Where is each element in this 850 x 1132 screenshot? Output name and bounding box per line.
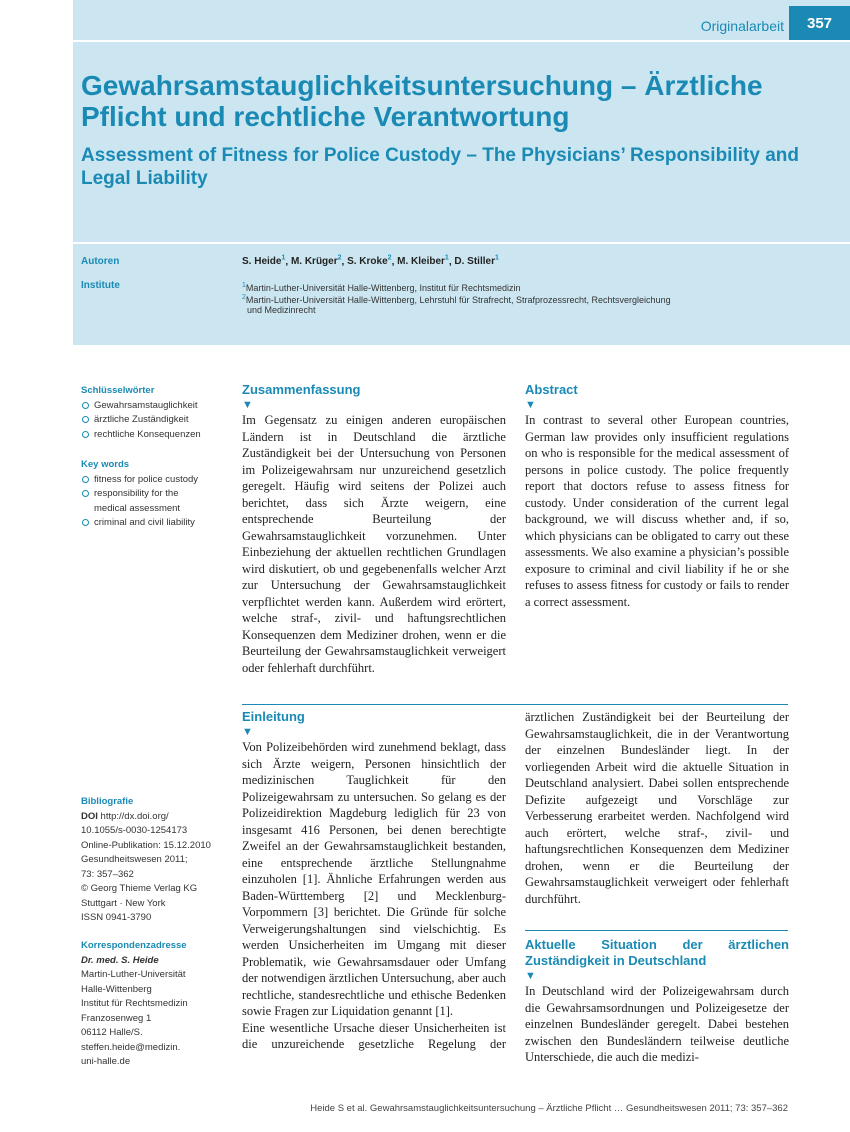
keywords-en <box>81 458 211 531</box>
abstract-english-heading: Abstract <box>525 382 578 397</box>
bullet-icon <box>82 490 89 497</box>
title-english: Assessment of Fitness for Police Custody – The Physicians’ Responsibility and Legal Liability <box>81 145 799 189</box>
correspondence <box>81 939 231 1070</box>
top-divider <box>73 40 850 42</box>
bibliography-heading: Bibliografie <box>81 796 134 807</box>
keyword-item: fitness for police custody <box>81 473 211 488</box>
keyword-item: ärztliche Zuständigkeit <box>81 413 231 428</box>
bib-line: © Georg Thieme Verlag KG <box>81 883 198 894</box>
section-current-situation <box>525 937 789 1066</box>
intro-heading: Einleitung <box>242 709 305 724</box>
bib-line: 73: 357–362 <box>81 868 134 880</box>
corr-line: uni-halle.de <box>81 1056 131 1067</box>
abstract-german-heading: Zusammenfassung <box>242 382 361 397</box>
keywords-de-heading: Schlüsselwörter <box>81 385 155 396</box>
corr-line: Halle-Wittenberg <box>81 983 152 995</box>
correspondence-heading: Korrespondenzadresse <box>81 940 187 951</box>
corr-line: Martin-Luther-Universität <box>81 969 186 980</box>
bullet-icon <box>82 476 89 483</box>
bibliography <box>81 795 231 926</box>
corr-line: steffen.heide@medizin. <box>81 1041 181 1053</box>
abstract-english-text: In contrast to several other European countries, German law provides only insufficient regulations on who is responsible for the medical assessment of persons in police custody. The police frequently report that doctors refuse to assess fitness for custody. Under consideration of the current legal background, we will discuss whether and, if so, which physicians can be obligated to carry out these assessments. We also examine a physician’s possible exposure to criminal and civil liability if he or she refuses to assess fitness for custody or fails to render a correct assessment. <box>525 413 789 609</box>
bib-line: 10.1055/s-0030-1254173 <box>81 825 188 836</box>
abstract-german-text: Im Gegensatz zu einigen anderen europäischen Ländern ist in Deutschland die ärztliche Zuständigkeit bei der Untersuchung von Personen im Polizeigewahrsam nur unzureichend gesetzlich geregelt. Häufig wird seitens der Polizei auch berichtet, dass sich Ärzte weigern, eine entsprechende Beurteilung der Gewahrsamstauglichkeit vorzunehmen. Unter Einbeziehung der aktuellen rechtlichen Grundlagen wird diskutiert, ob und gegebenenfalls welcher Arzt zur Untersuchung der Gewahrsamstauglichkeit verpflichtet werden kann. Außerdem wird erörtert, welche straf-, zivil- und haftungsrechtlichen Konsequenzen dem Mediziner drohen, wenn er die Beurteilung der Gewahrsamstauglichkeit verweigert oder fehlerhaft durchführt. <box>242 413 506 675</box>
bullet-icon <box>82 416 89 423</box>
authors-label: Autoren <box>81 256 120 267</box>
doi-line: DOI http://dx.doi.org/ <box>81 810 169 822</box>
triangle-marker-icon: ▼ <box>525 399 536 411</box>
intro-paragraph: Eine wesentliche Ursache dieser Unsicherheiten ist die unzureichende gesetzliche Regelung der <box>242 1020 506 1051</box>
keyword-item: responsibility for the medical assessment <box>81 487 211 516</box>
intro-continued <box>525 709 789 907</box>
page-number: 357 <box>789 6 850 40</box>
bullet-icon <box>82 402 89 409</box>
section-paragraph: In Deutschland wird der Polizeigewahrsam durch die Gewahrsamsordnungen und Polizeigesetze der einzelnen Bundesländer geregelt. Dabei bestehen zwischen den Bundesländern teilweise deutliche Unterschiede, die auch die medizi- <box>525 984 789 1064</box>
bib-line: Gesundheitswesen 2011; <box>81 854 188 865</box>
page-footer: Heide S et al. Gewahrsamstauglichkeitsuntersuchung – Ärztliche Pflicht … Gesundheitswesen 2011; 73: 357–362 <box>310 1103 788 1114</box>
keyword-item: rechtliche Konsequenzen <box>81 428 231 443</box>
institutes-label: Institute <box>81 280 120 291</box>
bib-line: ISSN 0941-3790 <box>81 912 152 923</box>
title-german: Gewahrsamstauglichkeitsuntersuchung – Ärztliche Pflicht und rechtliche Verantwortung <box>81 70 763 132</box>
author: S. Heide$^1$ <box>242 255 286 268</box>
keywords-en-heading: Key words <box>81 459 130 470</box>
section-label: Originalarbeit <box>700 18 784 34</box>
corr-line: Franzosenweg 1 <box>81 1012 152 1024</box>
author: M. Kleiber$^1$ <box>397 255 449 268</box>
corr-line: Institut für Rechtsmedizin <box>81 998 188 1009</box>
institute-line: und Medizinrecht <box>247 305 316 315</box>
institute-line: $^2$Martin-Luther-Universität Halle-Wittenberg, Lehrstuhl für Strafrecht, Strafprozessrecht, Rechtsvergleichung <box>242 294 671 305</box>
bullet-icon <box>82 519 89 526</box>
bib-line: Stuttgart · New York <box>81 897 166 909</box>
triangle-marker-icon: ▼ <box>525 970 536 982</box>
triangle-marker-icon: ▼ <box>242 726 253 738</box>
section-rule <box>242 704 788 705</box>
bib-line: Online-Publikation: 15.12.2010 <box>81 839 211 851</box>
keyword-item: Gewahrsamstauglichkeit <box>81 399 231 414</box>
corr-line: 06112 Halle/S. <box>81 1027 143 1038</box>
intro-column <box>242 709 506 1053</box>
author: M. Krüger$^2$ <box>290 255 342 268</box>
author-list: S. Heide$^1$, M. Krüger$^2$, S. Kroke$^2$, M. Kleiber$^1$, D. Stiller$^1$ <box>242 255 499 268</box>
author: S. Kroke$^2$ <box>347 255 392 268</box>
abstract-german <box>242 382 506 676</box>
keyword-item: criminal and civil liability <box>81 516 211 531</box>
author: D. Stiller$^1$ <box>454 255 499 268</box>
section-heading: Aktuelle Situation der ärztlichen Zuständigkeit in Deutschland <box>525 937 789 968</box>
intro-paragraph: ärztlichen Zuständigkeit bei der Beurteilung der Gewahrsamstauglichkeit, die in der Verantwortung der einzelnen Bundesländer liegt. In der vorliegenden Arbeit wird die aktuelle Situation in Deutschland analysiert. Dabei sollen entsprechende Defizite aufgezeigt und Vorschläge zur Verbesserung erarbeitet werden. Nachfolgend wird auch erörtert, welche straf-, zivil- und haftungsrechtlichen Konsequenzen dem Mediziner drohen, wenn er die Beurteilung der Gewahrsamstauglichkeit verweigert oder fehlerhaft durchführt. <box>525 710 789 906</box>
section-rule <box>525 930 788 931</box>
keywords-de <box>81 384 231 442</box>
abstract-english <box>525 382 789 610</box>
bullet-icon <box>82 431 89 438</box>
triangle-marker-icon: ▼ <box>242 399 253 411</box>
institute-line: $^1$Martin-Luther-Universität Halle-Wittenberg, Institut für Rechtsmedizin <box>242 282 521 293</box>
intro-paragraph: Von Polizeibehörden wird zunehmend beklagt, dass sich Ärzte weigern, Personen hinsichtlich der medizinischen Tauglichkeit für den Polizeigewahrsam zu untersuchen. So gelang es der Polizeidirektion Magdeburg lediglich für 23 von insgesamt 416 Personen, bei denen berechtigte Zweifel an der Gewahrsamstauglichkeit bestanden, eine entsprechende ärztliche Stellungnahme einzuholen [1]. Ähnliche Erfahrungen werden aus Baden-Württemberg [2] und Mecklenburg-Vorpommern [3] berichtet. Die Gründe für solche Verweigerungshaltungen sind vielschichtig. Es werden Unsicherheiten im Umgang mit dieser Problematik, wie Gewahrsamsdauer oder Umfang der notwendigen ärztlichen Untersuchung, aber auch rechtliche, standesrechtliche und ethische Bedenken sowie Fragen zur Liquidation genannt [1]. <box>242 740 506 1018</box>
header-divider <box>73 242 850 244</box>
correspondence-name: Dr. med. S. Heide <box>81 954 159 966</box>
